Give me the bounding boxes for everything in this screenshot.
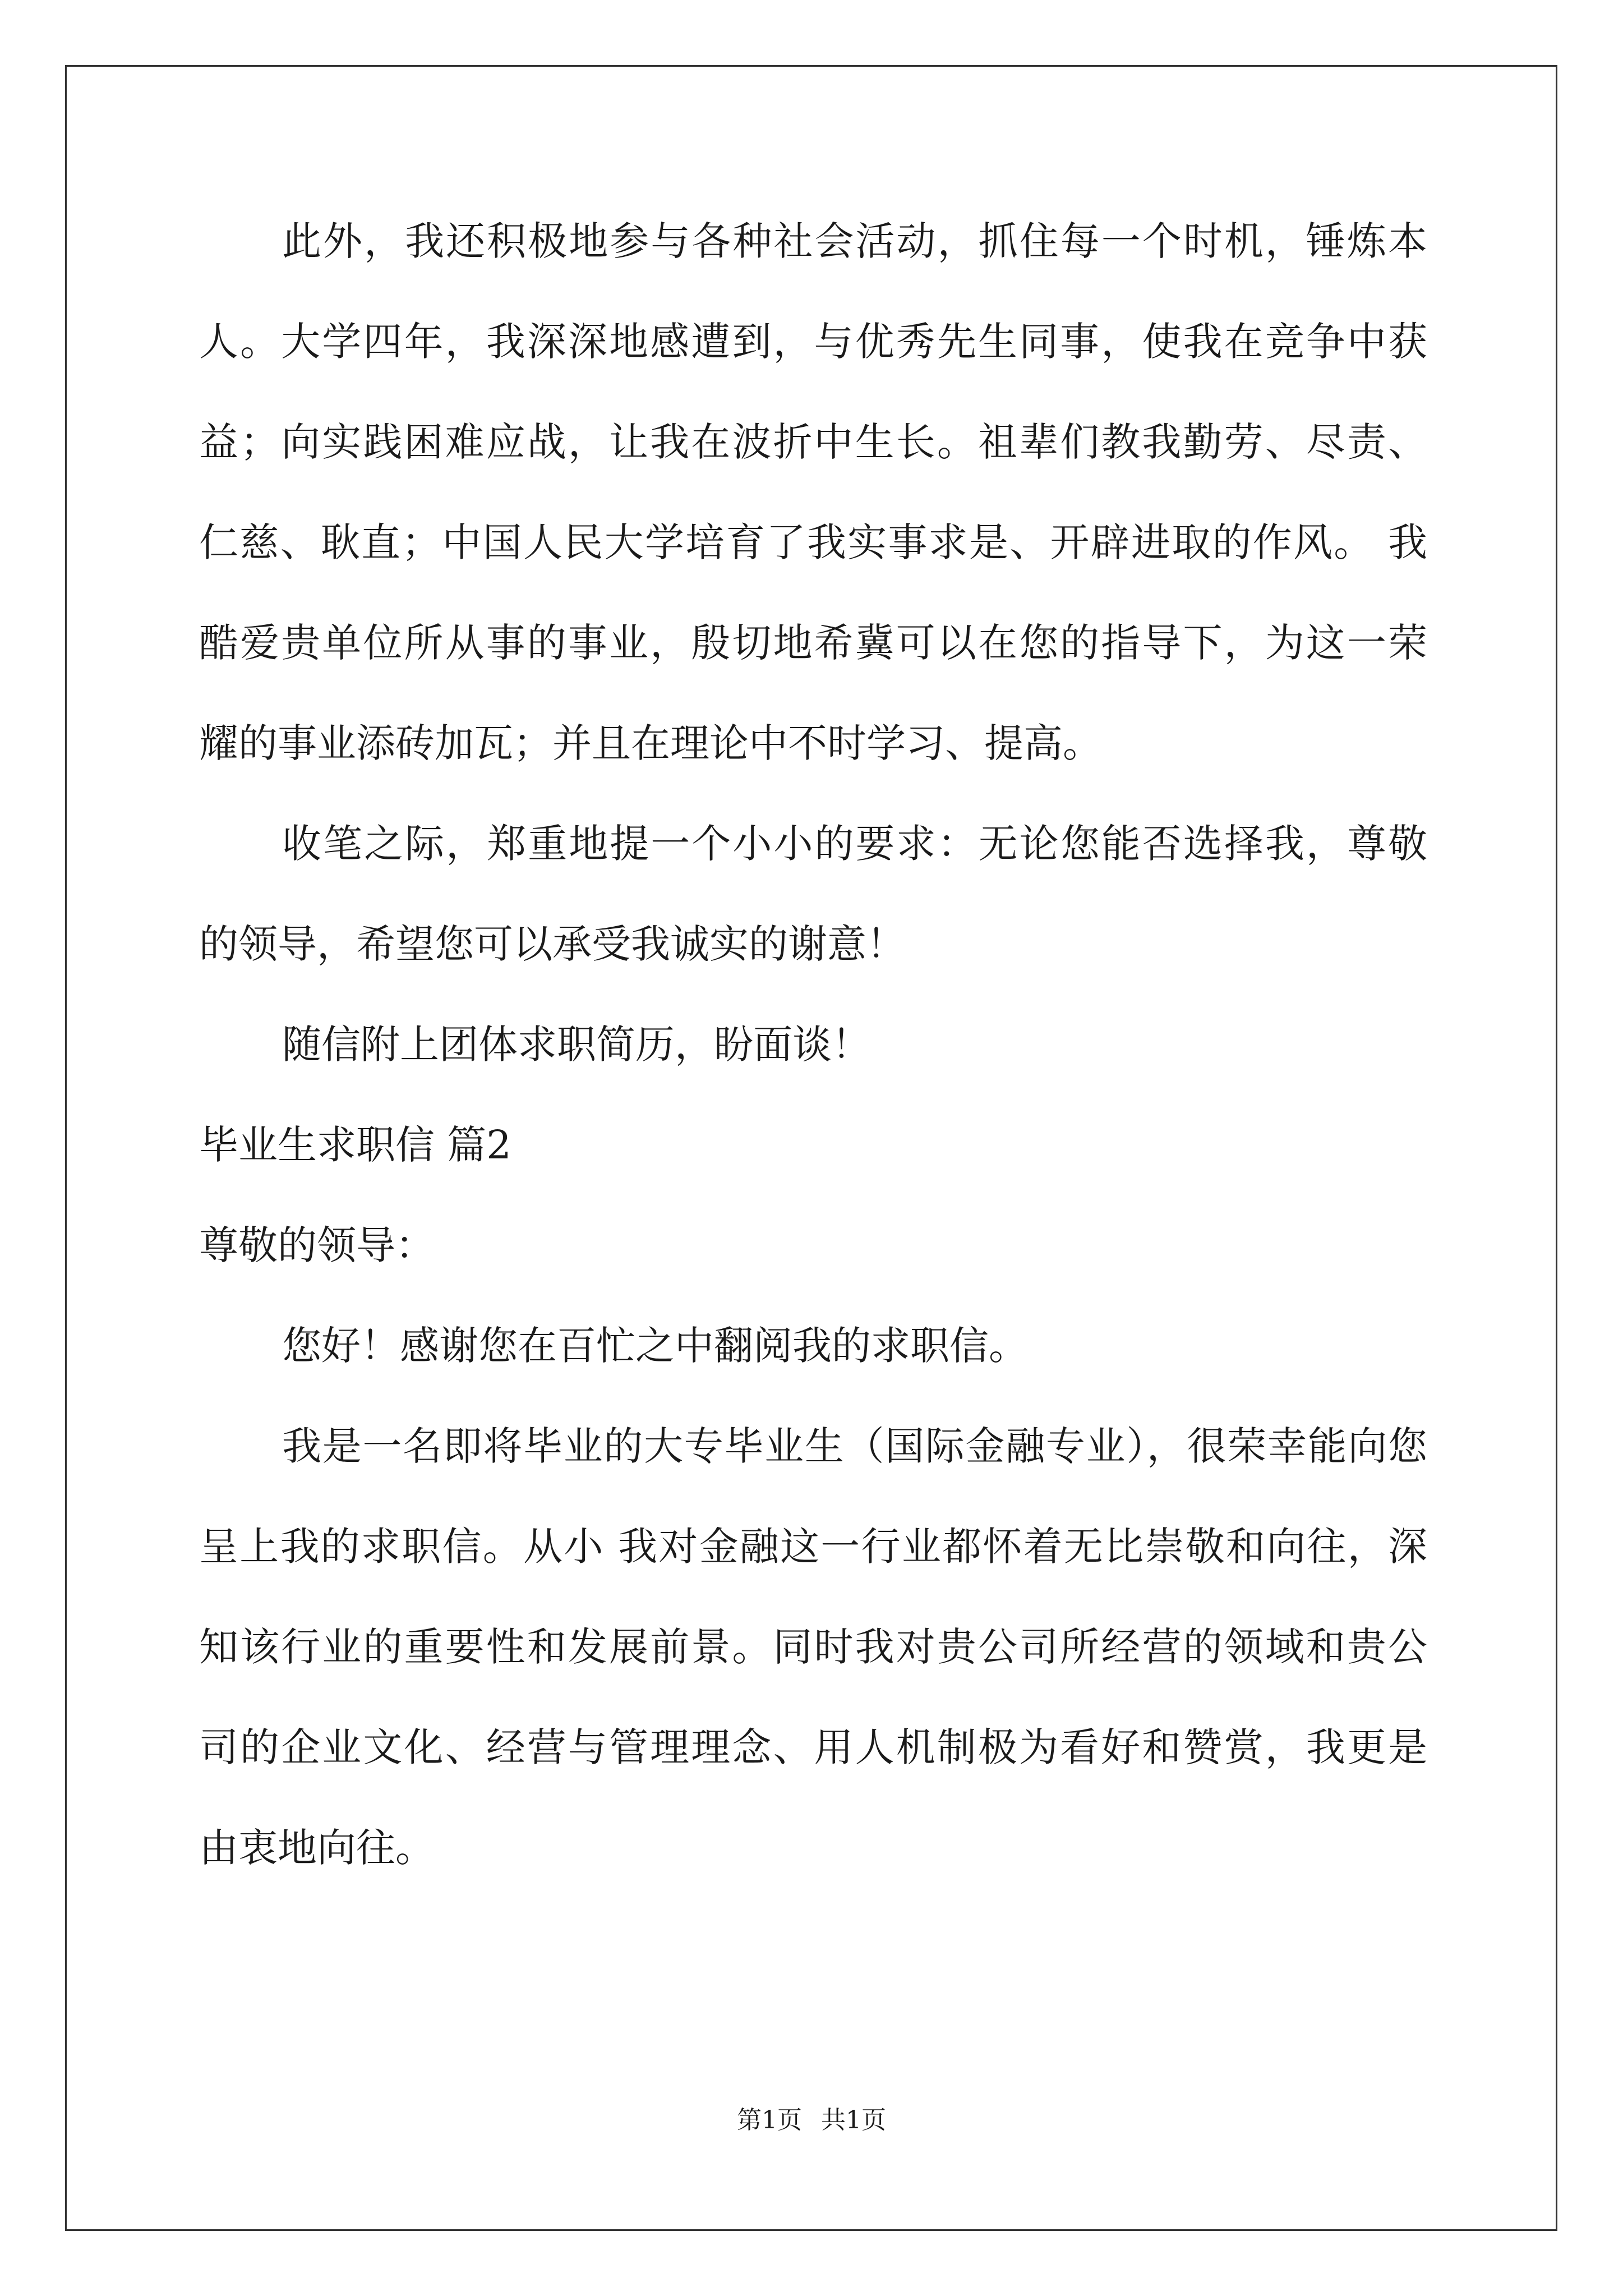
text-line: 随信附上团体求职简历，盼面谈！ [282, 1022, 871, 1068]
text-line: 收笔之际，郑重地提一个小小的要求：无论您能否选择我，尊敬 [282, 821, 1427, 867]
salutation: 尊敬的领导： [199, 1222, 435, 1268]
text-line: 益；向实践困难应战，让我在波折中生长。祖辈们教我勤劳、尽责、 [199, 419, 1427, 465]
page-total: 共1页 [821, 2106, 886, 2134]
text-line: 司的企业文化、经营与管理理念、用人机制极为看好和赞赏，我更是 [199, 1724, 1427, 1770]
text-line: 酷爱贵单位所从事的事业，殷切地希冀可以在您的指导下，为这一荣 [199, 620, 1427, 666]
text-line: 知该行业的重要性和发展前景。同时我对贵公司所经营的领域和贵公 [199, 1624, 1427, 1670]
text-line: 耀的事业添砖加瓦；并且在理论中不时学习、提高。 [199, 720, 1102, 766]
page-footer [0, 2104, 1623, 2137]
text-line: 您好！感谢您在百忙之中翻阅我的求职信。 [282, 1323, 1028, 1369]
text-line: 呈上我的求职信。从小 我对金融这一行业都怀着无比崇敬和向往，深 [199, 1524, 1427, 1570]
text-line: 人。大学四年，我深深地感遭到，与优秀先生同事，使我在竞争中获 [199, 319, 1427, 365]
section-heading: 毕业生求职信 篇2 [199, 1122, 511, 1168]
page-number: 第1页 [737, 2106, 802, 2134]
text-line: 仁慈、耿直；中国人民大学培育了我实事求是、开辟进取的作风。 我 [199, 519, 1427, 565]
text-line: 由衷地向往。 [199, 1825, 435, 1871]
text-line: 的领导，希望您可以承受我诚实的谢意！ [199, 921, 906, 967]
text-line: 我是一名即将毕业的大专毕业生（国际金融专业），很荣幸能向您 [282, 1423, 1427, 1469]
text-line: 此外，我还积极地参与各种社会活动，抓住每一个时机，锤炼本 [282, 218, 1427, 264]
